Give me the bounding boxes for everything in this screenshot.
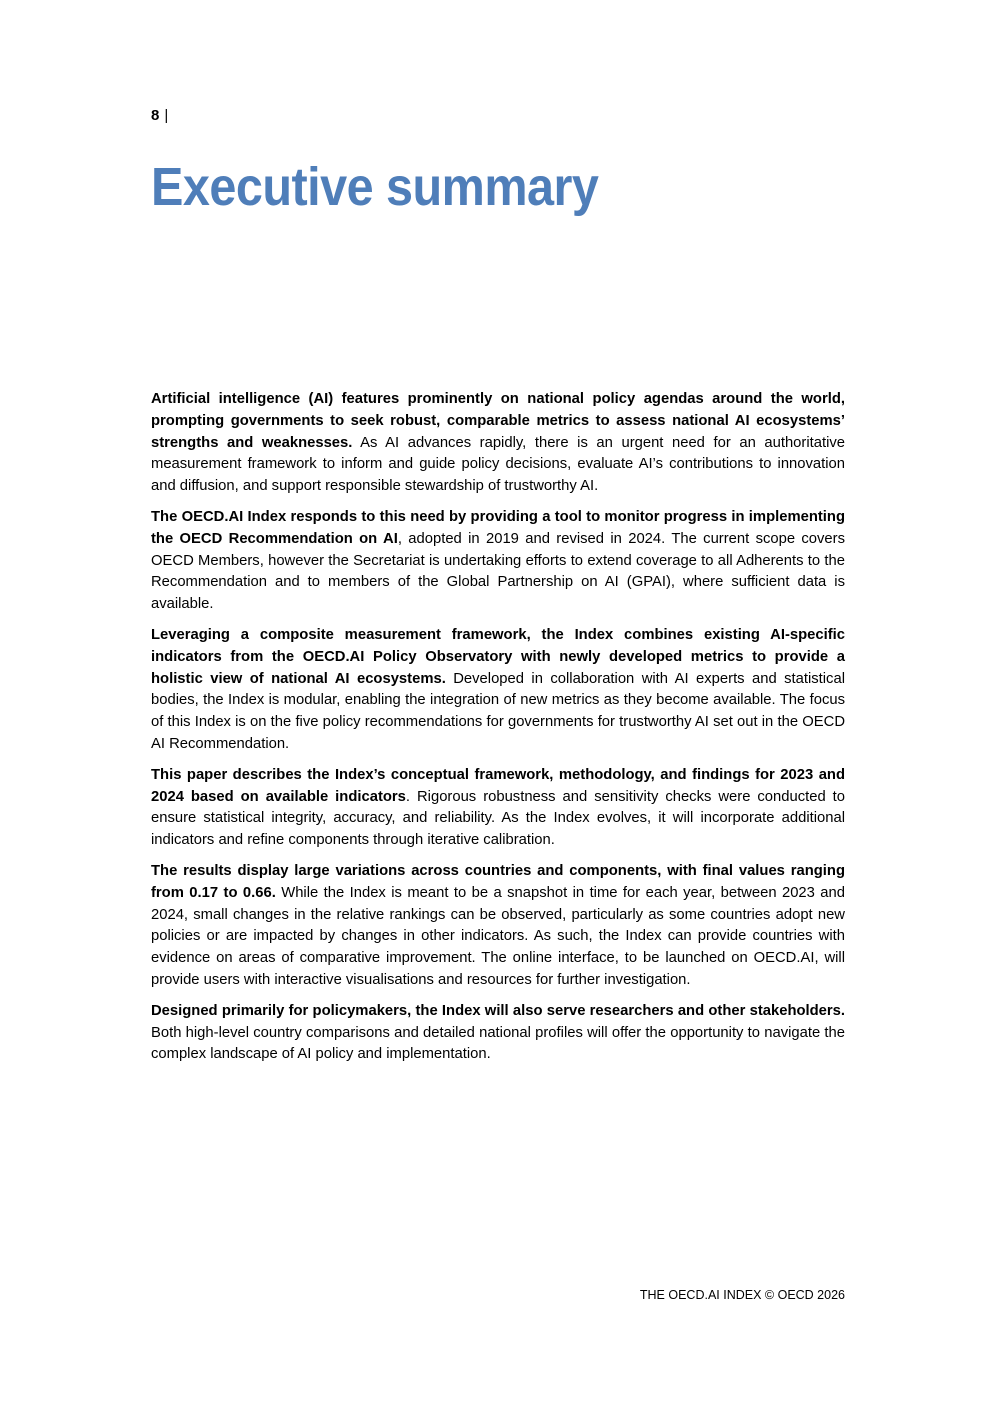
paragraph-body: , adopted in 2019 and revised in 2024. The current scope covers OECD Members, however the Secretariat is undertaking efforts to extend coverage to all Adherents to the Recommendation and to members of the Global Partnership on AI (GPAI), where sufficient data is available. — [151, 530, 845, 613]
summary-paragraph — [151, 861, 845, 992]
page-title: Executive summary — [151, 157, 599, 217]
summary-paragraph — [151, 389, 845, 498]
paragraph-lead: Designed primarily for policymakers, the Index will also serve researchers and other stakeholders. — [151, 1002, 845, 1019]
paragraph-lead: The OECD.AI Index responds to this need by providing a tool to monitor progress in implementing the OECD Recommendation on AI — [151, 508, 845, 547]
paragraph-lead: The results display large variations across countries and components, with final values ranging from 0.17 to 0.66. — [151, 862, 845, 901]
page-footer: THE OECD.AI INDEX © OECD 2026 — [639, 1288, 845, 1302]
summary-paragraph — [151, 507, 845, 616]
page-number-separator: | — [164, 107, 169, 124]
paragraph-lead: This paper describes the Index’s conceptual framework, methodology, and findings for 2023 and 2024 based on available indicators — [151, 766, 845, 805]
summary-paragraph — [151, 625, 845, 756]
paragraph-body: . Rigorous robustness and sensitivity checks were conducted to ensure statistical integrity, accuracy, and reliability. As the Index evolves, it will incorporate additional indicators and refine components through iterative calibration. — [151, 788, 846, 849]
paragraph-lead: Leveraging a composite measurement framework, the Index combines existing AI-specific indicators from the OECD.AI Policy Observatory with newly developed metrics to provide a holistic view of national AI ecosystems. — [151, 626, 845, 687]
summary-paragraph — [151, 1001, 845, 1066]
paragraph-body: As AI advances rapidly, there is an urgent need for an authoritative measurement framework to inform and guide policy decisions, evaluate AI’s contributions to innovation and diffusion, and support responsible stewardship of trustworthy AI. — [151, 434, 845, 495]
paragraph-lead: Artificial intelligence (AI) features prominently on national policy agendas around the world, prompting governments to seek robust, comparable metrics to assess national AI ecosystems’ strengths and weaknesses. — [151, 391, 845, 451]
paragraph-body: While the Index is meant to be a snapshot in time for each year, between 2023 and 2024, small changes in the relative rankings can be observed, particularly as some countries adopt new policies or are impacted by changes in other indicators. As such, the Index can provide countries with evidence on areas of comparative improvement. The online interface, to be launched on OECD.AI, will provide users with interactive visualisations and resources for further investigation. — [151, 884, 845, 988]
summary-paragraph — [151, 765, 845, 852]
page-number: 8 — [151, 107, 160, 124]
summary-body — [151, 389, 845, 1075]
page-header — [151, 106, 168, 126]
paragraph-body: Developed in collaboration with AI experts and statistical bodies, the Index is modular, enabling the integration of new metrics as they become available. The focus of this Index is on the five policy recommendations for governments for trustworthy AI set out in the OECD AI Recommendation. — [151, 670, 845, 752]
paragraph-body: Both high-level country comparisons and detailed national profiles will offer the opportunity to navigate the complex landscape of AI policy and implementation. — [151, 1024, 845, 1063]
